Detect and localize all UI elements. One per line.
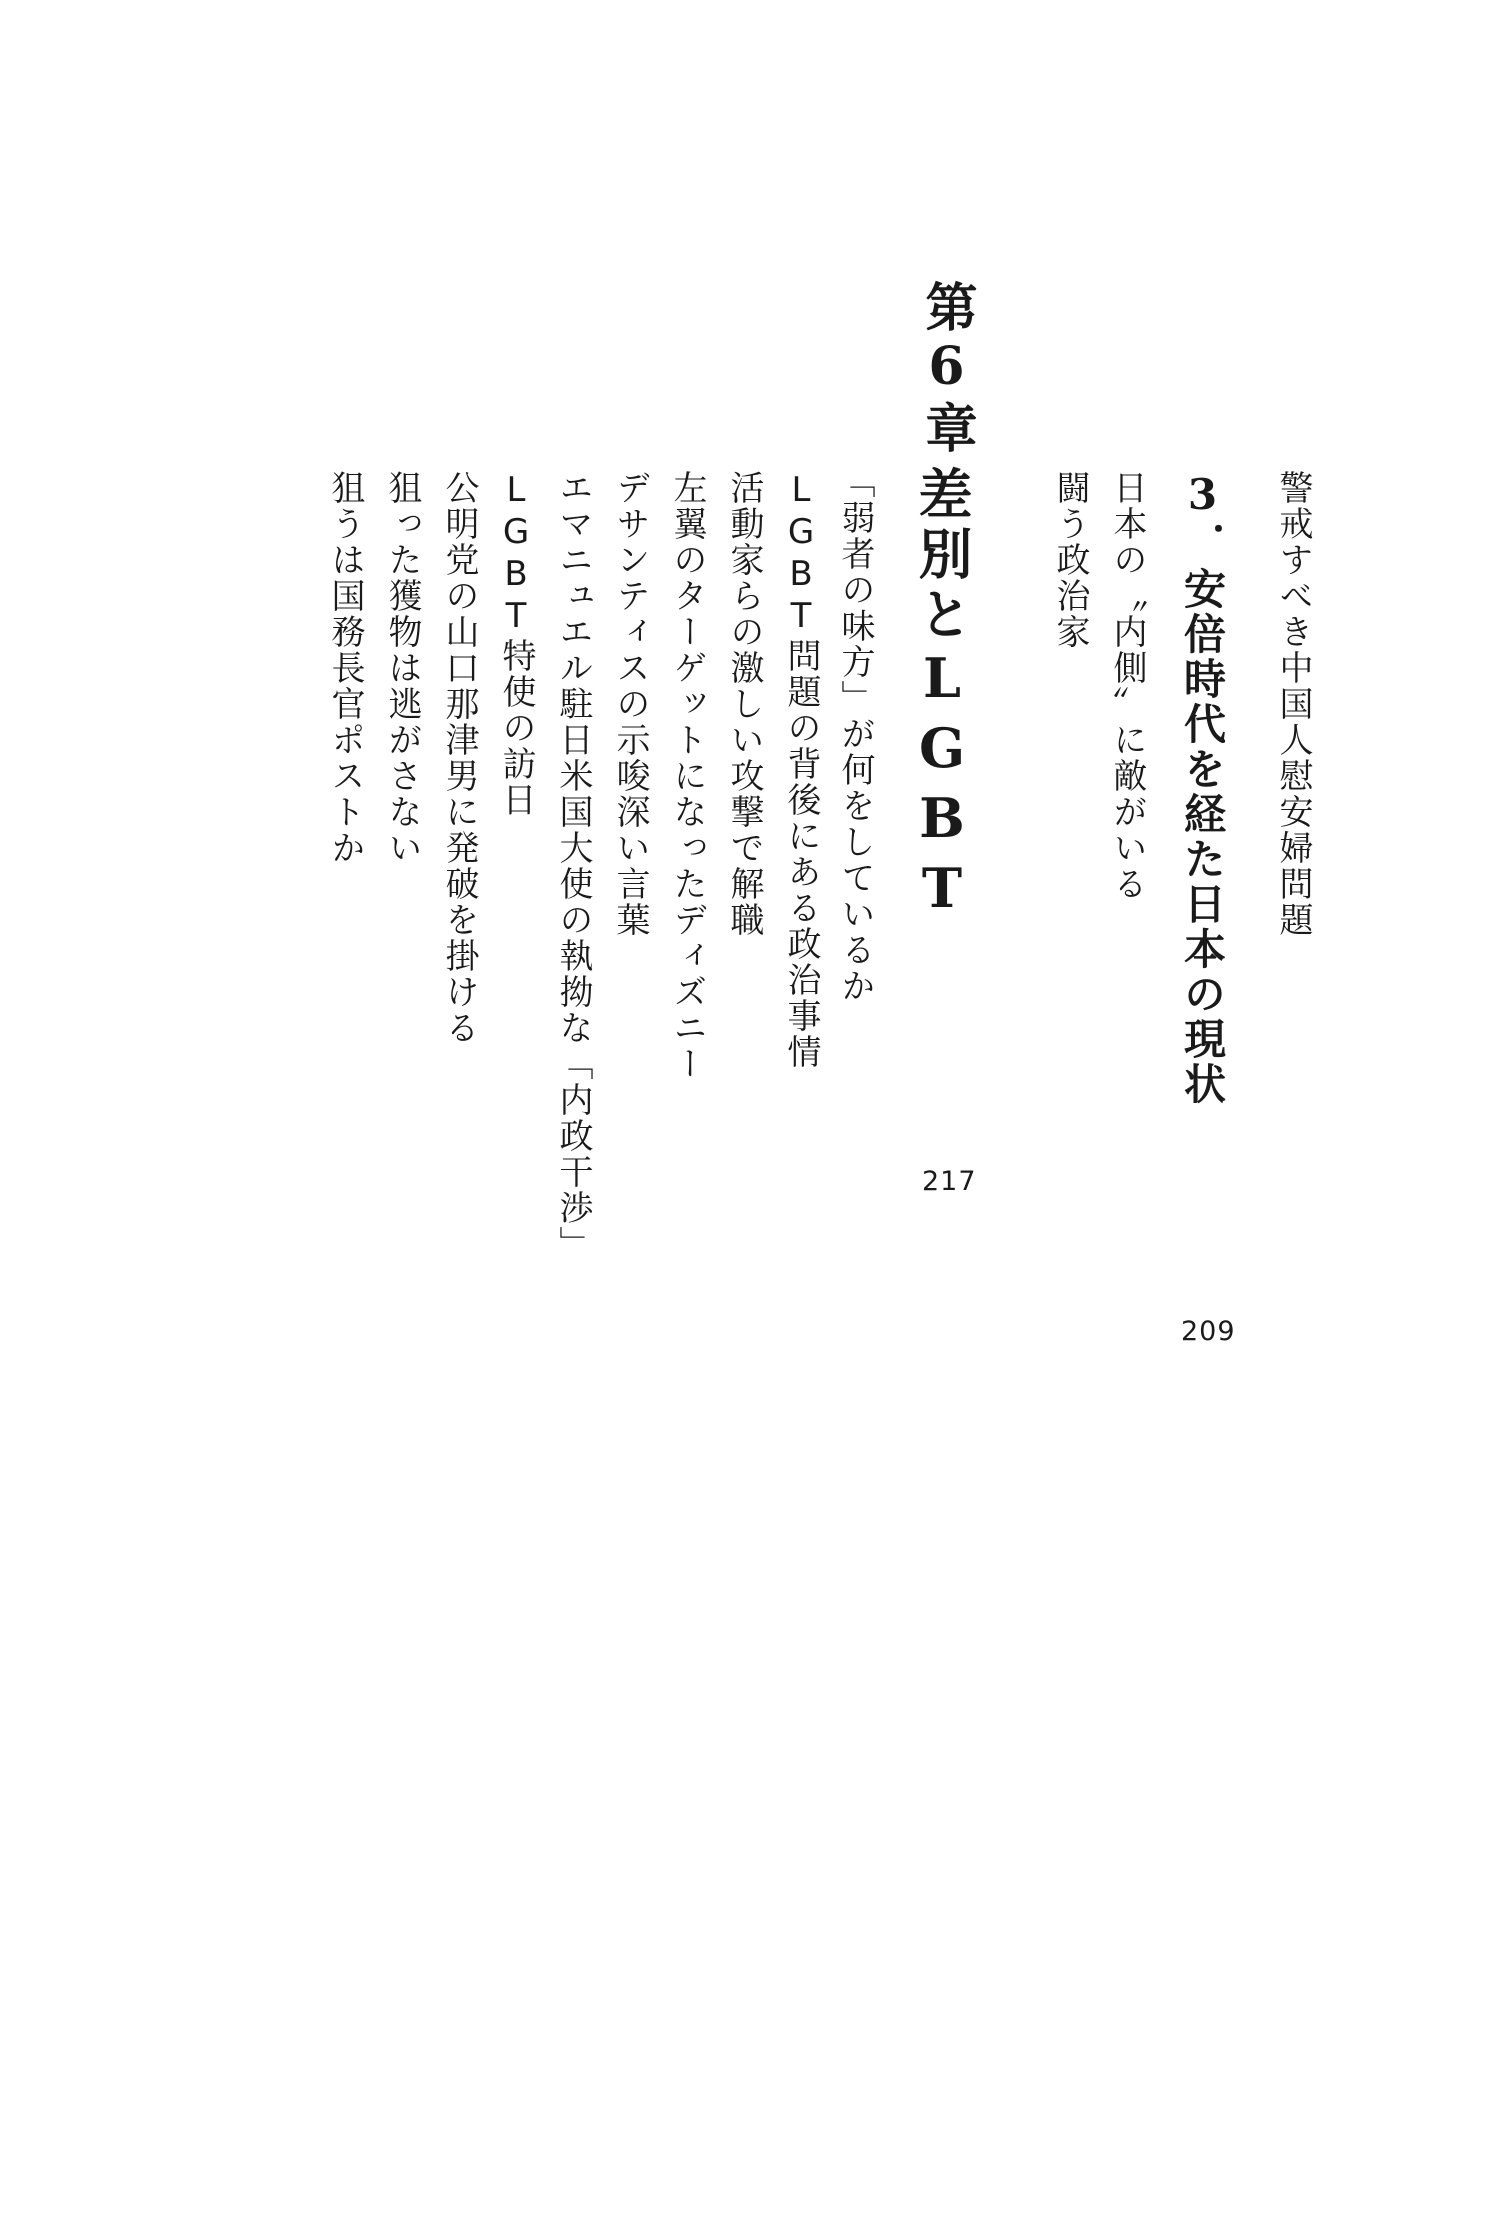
chapter-label: 第6章: [916, 280, 977, 457]
section-title-abe-era: 3．安倍時代を経た日本の現状: [1178, 470, 1227, 1107]
toc-item-comfort-women: 警戒すべき中国人慰安婦問題: [1273, 470, 1313, 938]
toc-item-activist-attack: 活動家らの激しい攻撃で解職: [724, 470, 764, 938]
toc-item-fighting-politician: 闘う政治家: [1050, 470, 1090, 650]
toc-item-weak-ally: 「弱者の味方」が何をしているか: [835, 464, 875, 1004]
page-number-217: 217: [922, 1166, 977, 1197]
toc-item-komeito: 公明党の山口那津男に発破を掛ける: [439, 470, 479, 1046]
toc-item-desantis: デサンティスの示唆深い言葉: [610, 470, 650, 938]
chapter-title: 差別とLGBT: [910, 466, 974, 926]
toc-item-prey: 狙った獲物は逃がさない: [382, 470, 422, 866]
toc-item-lgbt-politics: LGBT問題の背後にある政治事情: [781, 470, 821, 1070]
page-number-209: 209: [1181, 1316, 1236, 1347]
toc-item-lgbt-envoy: LGBT特使の訪日: [496, 470, 536, 818]
toc-item-secretary-of-state: 狙うは国務長官ポストか: [325, 470, 365, 866]
toc-item-enemy-inside: 日本の〝内側〟に敵がいる: [1107, 470, 1147, 902]
toc-item-emanuel: エマニュエル駐日米国大使の執拗な「内政干渉」: [553, 470, 593, 1262]
toc-item-disney: 左翼のターゲットになったディズニー: [667, 470, 707, 1082]
